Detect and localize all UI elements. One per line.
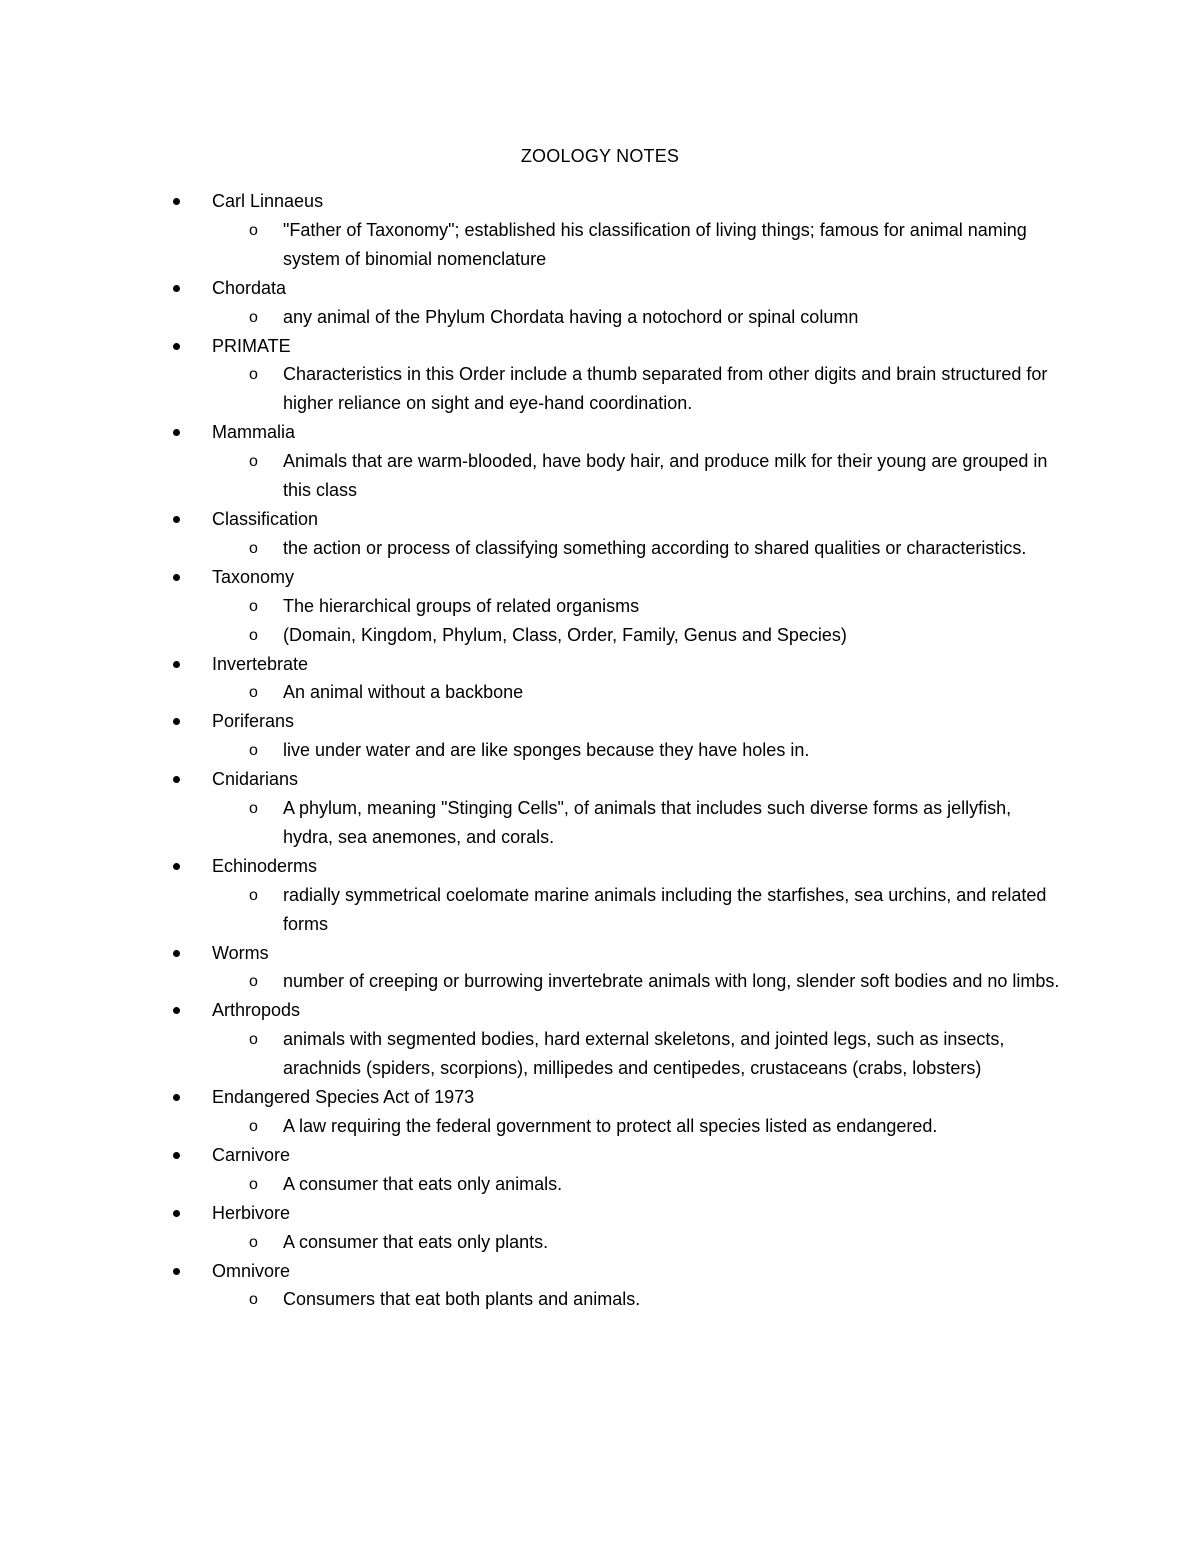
sub-bullet-icon: o [249,626,258,644]
definition-list [212,216,1080,274]
definition-item [0,736,1063,765]
definition-list [212,967,1080,996]
bullet-icon [173,661,180,668]
sub-bullet-icon: o [249,366,258,384]
bullet-icon [173,285,180,292]
definition-list [212,447,1080,505]
sub-bullet-icon: o [249,221,258,239]
definition-item [0,447,1063,505]
definition-item [0,360,1063,418]
bullet-icon [173,343,180,350]
term-label: Carl Linnaeus [212,191,324,211]
definition-item [0,1112,1063,1141]
definition-text: Animals that are warm-blooded, have body hair, and produce milk for their young are grouped in this class [283,451,1048,501]
term-item [0,187,1200,274]
term-label: Mammalia [212,422,296,443]
sub-bullet-icon: o [249,973,258,991]
term-item [0,852,1200,939]
definition-list [212,794,1080,852]
document-title: ZOOLOGY NOTES [520,146,680,166]
definition-text: A phylum, meaning "Stinging Cells", of animals that includes such diverse forms as jellyfish, hydra, sea anemones, and corals. [283,798,1012,847]
bullet-icon [173,198,180,205]
term-item [0,650,1200,708]
definition-item [0,216,1063,274]
bullet-icon [173,516,180,523]
definition-text: (Domain, Kingdom, Phylum, Class, Order, Family, Genus and Species) [283,624,847,645]
term-label: Carnivore [212,1144,291,1165]
bullet-icon [173,863,180,870]
bullet-icon [173,718,180,725]
sub-bullet-icon: o [249,886,258,904]
sub-bullet-icon: o [249,1118,258,1135]
definition-text: live under water and are like sponges because they have holes in. [283,740,810,761]
definition-item [0,1170,1063,1199]
term-label: Poriferans [212,711,295,732]
definition-list [212,1112,1080,1141]
definition-text: Consumers that eat both plants and animals. [283,1289,641,1310]
term-item [0,1141,1200,1199]
term-label: Herbivore [212,1202,291,1223]
definition-item [0,1025,1063,1083]
definition-list [212,1025,1080,1083]
definition-list [212,736,1080,765]
definition-list [212,1285,1080,1314]
definition-list [212,303,1080,332]
bullet-icon [173,776,180,783]
term-item [0,707,1200,765]
definition-list [212,534,1080,563]
term-item [0,1257,1200,1315]
term-label: Endangered Species Act of 1973 [212,1087,475,1108]
term-label: PRIMATE [212,335,291,356]
bullet-icon [173,1268,180,1275]
definition-item [0,1285,1063,1314]
sub-bullet-icon: o [249,597,258,615]
definition-text: Characteristics in this Order include a thumb separated from other digits and brain structured for higher reliance on sight and eye-hand coordination. [283,364,1048,414]
definition-item [0,303,1063,332]
definition-item [0,967,1063,996]
term-label: Echinoderms [212,855,318,876]
term-item [0,765,1200,852]
definition-text: A consumer that eats only animals. [283,1173,563,1194]
definition-list [212,678,1080,707]
definition-item [0,1228,1063,1257]
definition-text: The hierarchical groups of related organisms [283,595,640,616]
definition-text: the action or process of classifying something according to shared qualities or characteristics. [283,537,1027,558]
definition-item [0,794,1063,852]
definition-item [0,534,1063,563]
term-label: Worms [212,942,269,963]
term-label: Classification [212,508,319,529]
sub-bullet-icon: o [249,1175,258,1193]
term-label: Invertebrate [212,653,309,674]
definition-list [212,1228,1080,1257]
sub-bullet-icon: o [249,308,258,326]
bullet-icon [173,1007,180,1014]
bullet-icon [173,574,180,581]
sub-bullet-icon: o [249,684,258,702]
definition-text: any animal of the Phylum Chordata having a notochord or spinal column [283,306,859,327]
term-item [0,332,1200,419]
notes-list [0,187,1200,1314]
definition-item [0,678,1063,707]
term-item [0,939,1200,997]
term-label: Omnivore [212,1260,291,1281]
sub-bullet-icon: o [249,1031,258,1049]
definition-text: "Father of Taxonomy"; established his classification of living things; famous for animal naming system of binomial nomenclature [283,219,1027,269]
definition-item [0,621,1063,650]
sub-bullet-icon: o [249,453,258,471]
term-item [0,418,1200,505]
sub-bullet-icon: o [249,1291,258,1309]
sub-bullet-icon: o [249,1233,258,1251]
term-item [0,505,1200,563]
bullet-icon [173,1094,180,1101]
bullet-icon [173,1152,180,1159]
definition-item [0,881,1063,939]
bullet-icon [173,1210,180,1217]
term-item [0,1199,1200,1257]
definition-text: An animal without a backbone [283,682,524,703]
sub-bullet-icon: o [249,742,258,760]
term-label: Cnidarians [212,769,299,790]
definition-text: animals with segmented bodies, hard external skeletons, and jointed legs, such as insects, arachnids (spiders, scorpions), millipedes and centipedes, crustaceans (crabs, lobsters) [283,1029,1005,1079]
definition-list [212,881,1080,939]
definition-item [0,592,1063,621]
definition-text: radially symmetrical coelomate marine animals including the starfishes, sea urchins, and related forms [283,884,1047,934]
term-item [0,274,1200,332]
sub-bullet-icon: o [249,800,258,818]
bullet-icon [173,950,180,957]
definition-list [212,1170,1080,1199]
definition-text: A law requiring the federal government to protect all species listed as endangered. [283,1116,938,1136]
term-label: Chordata [212,277,287,298]
term-label: Taxonomy [212,566,295,587]
term-item [0,563,1200,650]
definition-text: A consumer that eats only plants. [283,1231,549,1252]
definition-list [212,592,1080,650]
sub-bullet-icon: o [249,539,258,557]
term-item [0,996,1200,1083]
term-label: Arthropods [212,1000,301,1021]
definition-list [212,360,1080,418]
term-item [0,1083,1200,1141]
bullet-icon [173,429,180,436]
definition-text: number of creeping or burrowing invertebrate animals with long, slender soft bodies and no limbs. [283,971,1060,992]
